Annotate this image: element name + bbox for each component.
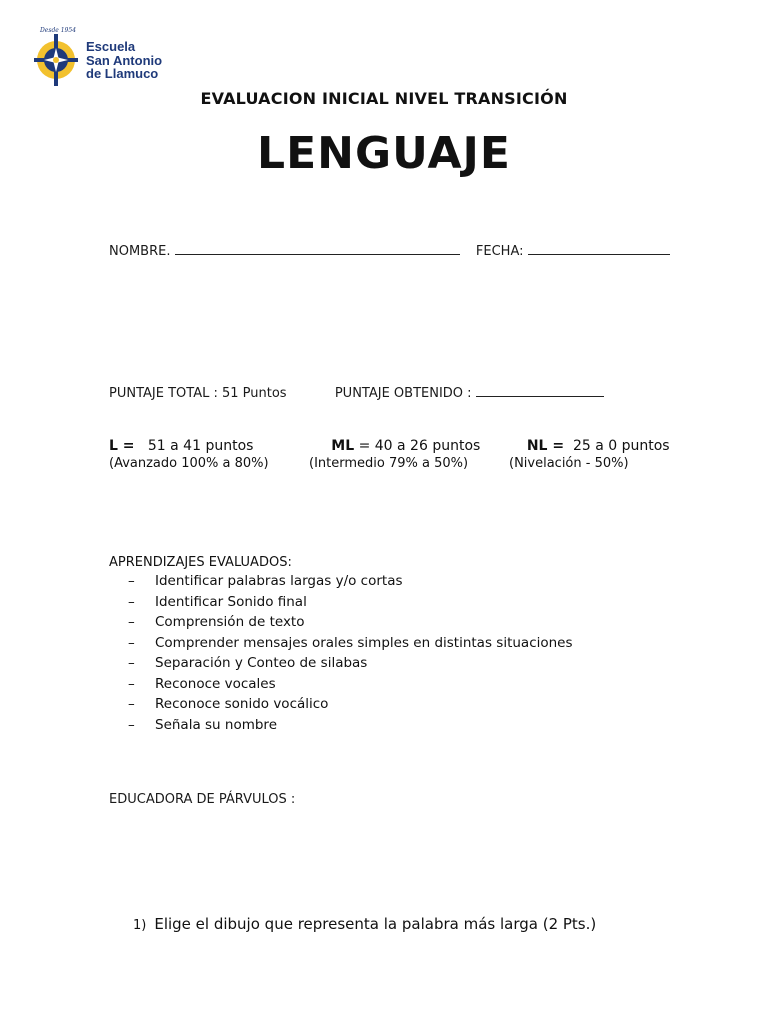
scale-key: NL = bbox=[526, 438, 565, 454]
evaluation-subtitle: EVALUACION INICIAL NIVEL TRANSICIÓN bbox=[200, 89, 568, 108]
educator-label: EDUCADORA DE PÁRVULOS : bbox=[109, 792, 296, 807]
learning-objectives-title: APRENDIZAJES EVALUADOS: bbox=[109, 555, 292, 570]
scale-range: 25 a 0 puntos bbox=[572, 438, 670, 454]
name-field-line[interactable] bbox=[175, 242, 460, 255]
score-row bbox=[109, 384, 604, 401]
obtained-score-field-line[interactable] bbox=[476, 384, 604, 397]
scale-level-l bbox=[109, 438, 269, 471]
list-item: – Identificar palabras largas y/o cortas bbox=[128, 573, 403, 589]
scale-level-ml bbox=[309, 438, 480, 471]
page-title: LENGUAJE bbox=[257, 128, 511, 179]
question-1 bbox=[133, 915, 596, 933]
school-crest-icon bbox=[32, 26, 84, 88]
list-item: – Separación y Conteo de silabas bbox=[128, 655, 368, 671]
school-logo bbox=[32, 26, 182, 88]
scale-key: ML bbox=[331, 438, 355, 454]
scale-description: (Avanzado 100% a 80%) bbox=[109, 456, 269, 471]
scale-level-nl bbox=[509, 438, 670, 471]
name-label: NOMBRE. bbox=[109, 244, 171, 259]
scale-range: 51 a 41 puntos bbox=[147, 438, 254, 454]
list-item: – Identificar Sonido final bbox=[128, 593, 307, 610]
school-name bbox=[86, 40, 162, 81]
list-item: – Comprender mensajes orales simples en distintas situaciones bbox=[128, 634, 573, 651]
learning-objectives-list bbox=[128, 573, 573, 737]
logo-since-text: Desde 1954 bbox=[40, 27, 77, 34]
school-name-line: de Llamuco bbox=[86, 66, 159, 81]
question-text: Elige el dibujo que representa la palabra más larga (2 Pts.) bbox=[154, 915, 597, 933]
date-field-line[interactable] bbox=[528, 242, 670, 255]
scale-key: L = bbox=[109, 438, 135, 454]
list-item: – Señala su nombre bbox=[128, 716, 277, 733]
list-item: – Reconoce vocales bbox=[128, 675, 276, 692]
scale-range: = 40 a 26 puntos bbox=[358, 438, 481, 454]
list-item: – Comprensión de texto bbox=[128, 614, 305, 630]
scale-description: (Nivelación - 50%) bbox=[509, 456, 629, 471]
name-date-row bbox=[109, 242, 670, 259]
school-name-line: Escuela bbox=[86, 39, 136, 54]
list-item: – Reconoce sonido vocálico bbox=[128, 696, 329, 712]
question-number: 1) bbox=[133, 918, 147, 933]
school-name-line: San Antonio bbox=[86, 52, 163, 68]
date-label: FECHA: bbox=[475, 244, 524, 259]
total-score-label: PUNTAJE TOTAL : 51 Puntos bbox=[109, 386, 287, 401]
scale-description: (Intermedio 79% a 50%) bbox=[309, 456, 469, 471]
obtained-score-label: PUNTAJE OBTENIDO : bbox=[334, 386, 472, 401]
